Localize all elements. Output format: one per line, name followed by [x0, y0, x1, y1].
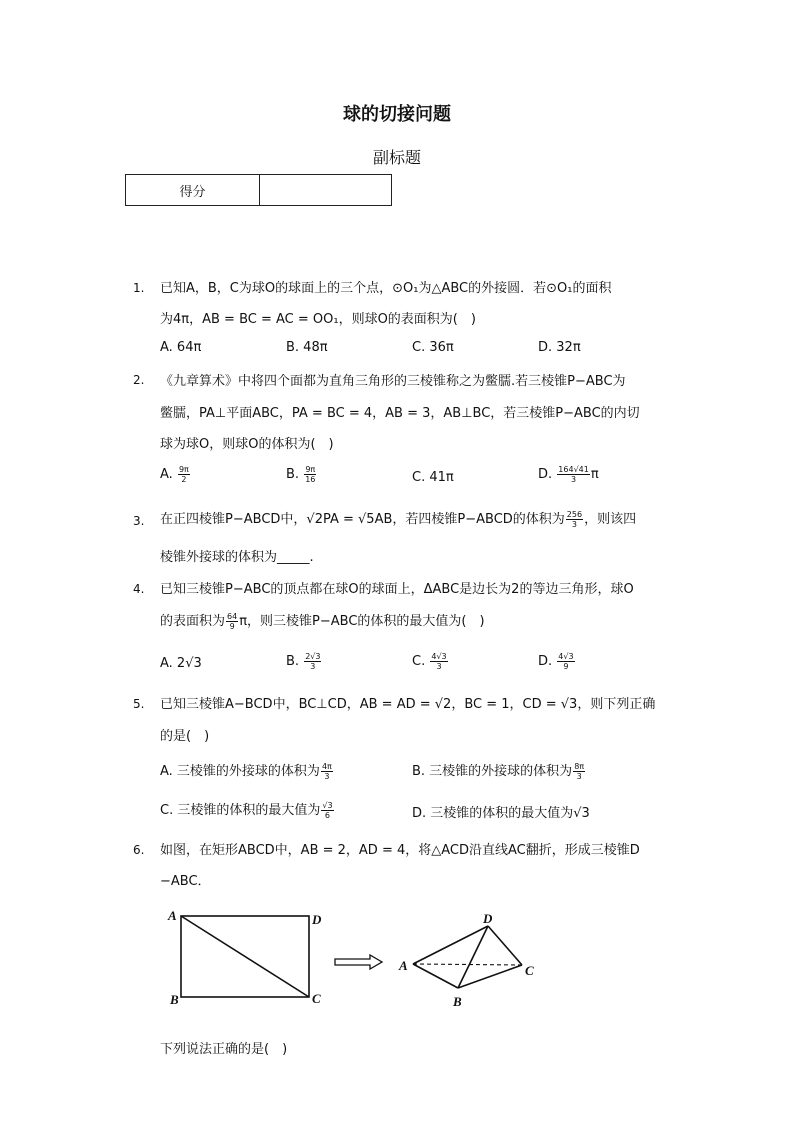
- question-4-line-2: [160, 610, 485, 631]
- score-field[interactable]: [260, 175, 392, 206]
- question-1-option-d[interactable]: D. 32π: [538, 340, 581, 355]
- fraction: $\frac{4\pi}{3}$: [321, 762, 332, 781]
- fold-figure: [160, 905, 550, 1015]
- question-5-option-c-label: C. 三棱锥的体积的最大值为: [160, 803, 321, 818]
- rect-label-c: C: [312, 991, 321, 1006]
- tet-label-c: C: [525, 963, 534, 978]
- question-2-line-1: 《九章算术》中将四个面都为直角三角形的三棱锥称之为鳖臑.若三棱锥P−ABC为: [160, 374, 626, 389]
- question-3-text-a: 在正四棱锥P−ABCD中，: [160, 512, 307, 527]
- question-3-text-b: √2PA = √5AB，若四棱锥P−ABCD的体积为: [306, 512, 565, 527]
- score-table: [125, 174, 392, 206]
- fraction: $\frac{64}{9}$: [227, 612, 238, 631]
- rect-label-d: D: [312, 912, 322, 927]
- question-5-option-a-label: A. 三棱锥的外接球的体积为: [160, 764, 320, 779]
- pi-symbol: π: [590, 467, 599, 482]
- question-1-number: 1.: [133, 281, 145, 295]
- question-5-option-b-label: B. 三棱锥的外接球的体积为: [412, 764, 573, 779]
- score-label: 得分: [126, 175, 260, 206]
- question-4-number: 4.: [133, 582, 145, 596]
- question-6-number: 6.: [133, 843, 145, 857]
- rectangle-diagram: [181, 916, 309, 997]
- tetrahedron-diagram: [413, 926, 522, 988]
- fraction: $\frac{√3}{6}$: [322, 801, 333, 820]
- fraction: $\frac{4√3}{3}$: [431, 652, 447, 671]
- question-5-line-2: 的是( ): [160, 729, 210, 744]
- question-4-option-c-label: C.: [412, 654, 426, 669]
- question-6-line-1: 如图，在矩形ABCD中，AB = 2，AD = 4，将△ACD沿直线AC翻折，形成三棱锥D: [160, 843, 640, 858]
- question-1-option-c[interactable]: C. 36π: [412, 340, 454, 355]
- question-1-option-a[interactable]: A. 64π: [160, 340, 202, 355]
- rect-label-b: B: [170, 992, 179, 1007]
- page-title: 球的切接问题: [343, 104, 451, 125]
- fraction: $\frac{9\pi}{2}$: [178, 465, 189, 484]
- fraction: $\frac{9\pi}{16}$: [305, 465, 316, 484]
- question-2-number: 2.: [133, 373, 145, 387]
- question-2-option-a-label: A.: [160, 467, 173, 482]
- question-6-line-3: 下列说法正确的是( ): [160, 1042, 288, 1057]
- question-5-option-d[interactable]: D. 三棱锥的体积的最大值为√3: [412, 806, 590, 821]
- question-5-option-c[interactable]: [160, 799, 335, 820]
- question-4-option-d-label: D.: [538, 654, 553, 669]
- question-5-number: 5.: [133, 697, 145, 711]
- question-2-option-d-label: D.: [538, 467, 553, 482]
- question-2-line-3: 球为球O，则球O的体积为( ): [160, 437, 334, 452]
- fraction: $\frac{4√3}{9}$: [558, 652, 574, 671]
- rect-label-a: A: [168, 908, 177, 923]
- page-subtitle: 副标题: [372, 148, 421, 167]
- tet-label-d: D: [483, 911, 493, 926]
- question-4-text-b: π，则三棱锥P−ABC的体积的最大值为( ): [239, 614, 485, 629]
- question-2-option-b[interactable]: [286, 465, 317, 484]
- question-2-option-d[interactable]: [538, 465, 599, 484]
- question-5-line-1: 已知三棱锥A−BCD中，BC⊥CD，AB = AD = √2，BC = 1，CD = √3，则下列正确: [160, 697, 656, 712]
- question-4-line-1: 已知三棱锥P−ABC的顶点都在球O的球面上，ΔABC是边长为2的等边三角形，球O: [160, 582, 634, 597]
- question-1-line-1: 已知A，B，C为球O的球面上的三个点，⊙O₁为△ABC的外接圆．若⊙O₁的面积: [160, 281, 612, 296]
- question-3-text-c: ，则该四: [584, 512, 637, 527]
- question-1-line-2: 为4π，AB = BC = AC = OO₁，则球O的表面积为( ): [160, 312, 476, 327]
- question-6-line-2: −ABC．: [160, 874, 211, 889]
- question-2-option-a[interactable]: [160, 465, 191, 484]
- question-2-line-2: 鳖臑，PA⊥平面ABC，PA = BC = 4，AB = 3，AB⊥BC，若三棱锥P−ABC的内切: [160, 406, 640, 421]
- fraction: $\frac{2√3}{3}$: [305, 652, 321, 671]
- question-4-option-d[interactable]: [538, 652, 576, 671]
- question-4-text-a: 的表面积为: [160, 614, 226, 629]
- question-4-option-c[interactable]: [412, 652, 449, 671]
- question-4-option-a[interactable]: A. 2√3: [160, 656, 202, 671]
- question-3-line-1: [160, 508, 636, 529]
- question-3-line-2: 棱锥外接球的体积为_____.: [160, 550, 314, 565]
- arrow-icon: [335, 955, 382, 969]
- fraction: $\frac{164√41}{3}$: [558, 465, 589, 484]
- question-2-option-c[interactable]: C. 41π: [412, 470, 454, 485]
- question-4-option-b[interactable]: [286, 652, 322, 671]
- question-4-option-b-label: B.: [286, 654, 300, 669]
- question-5-option-a[interactable]: [160, 760, 334, 781]
- question-1-option-b[interactable]: B. 48π: [286, 340, 328, 355]
- tet-label-a: A: [399, 958, 408, 973]
- tet-label-b: B: [453, 994, 462, 1009]
- question-5-option-b[interactable]: [412, 760, 586, 781]
- question-3-number: 3.: [133, 514, 145, 528]
- fraction: $\frac{8\pi}{3}$: [574, 762, 585, 781]
- fraction: $\frac{256}{3}$: [566, 510, 583, 529]
- question-2-option-b-label: B.: [286, 467, 300, 482]
